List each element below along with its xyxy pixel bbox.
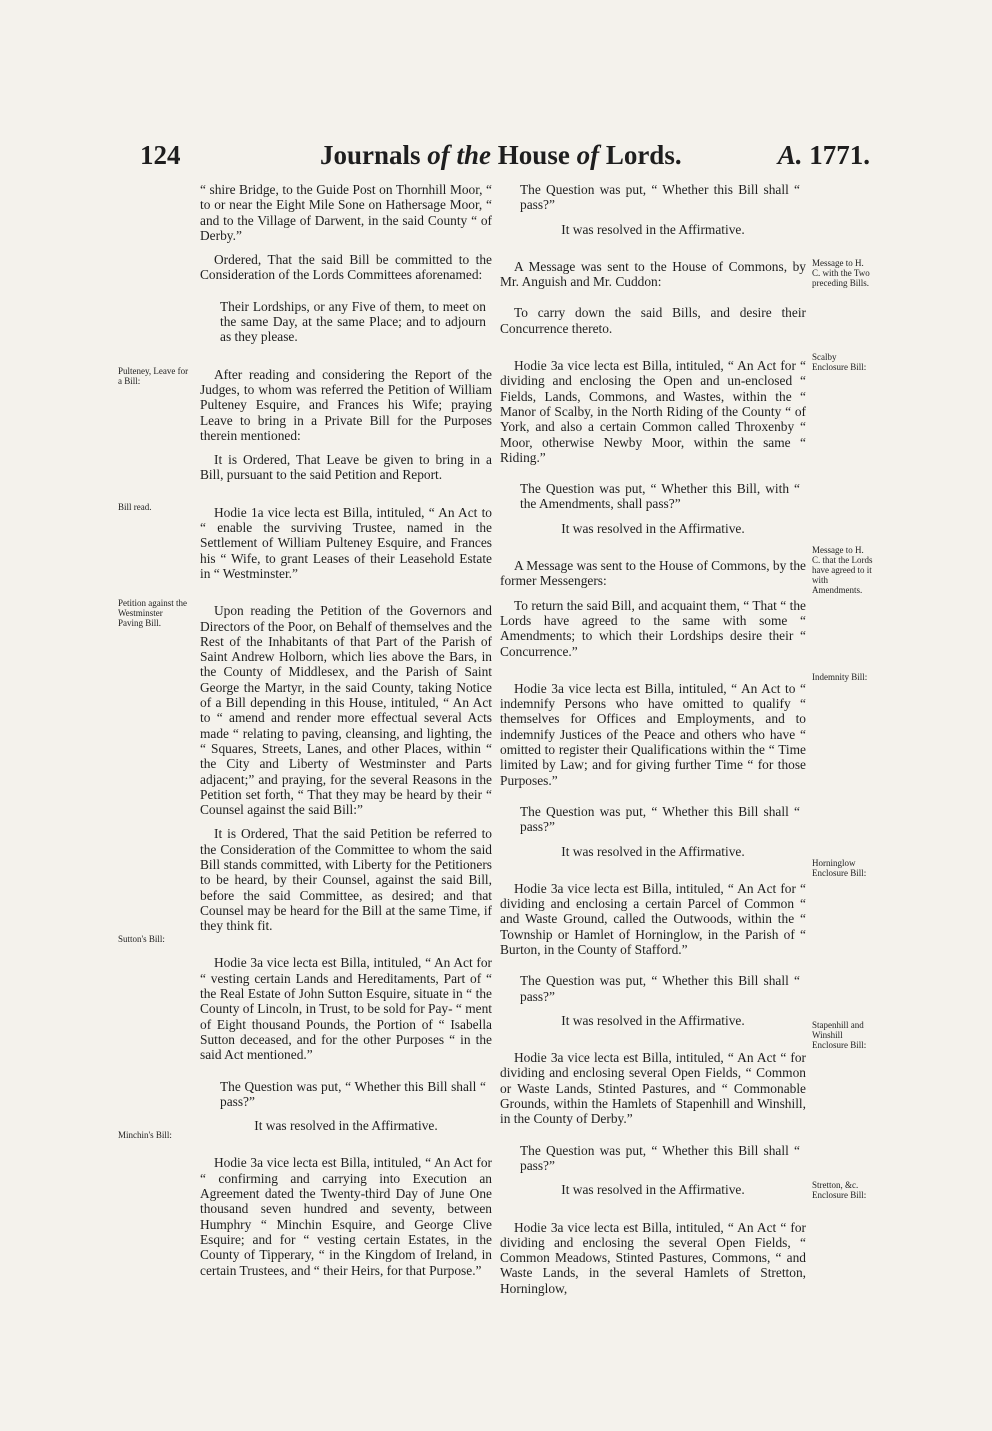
paragraph: Hodie 1a vice lecta est Billa, intituled, “ An Act to “ enable the surviving Trustee, named in the Settlement of William Pulteney Esquire, and Frances his “ Wife, to grant Leases of their Leasehold Estate in “ Westminster.” xyxy=(200,504,492,581)
paragraph: It was resolved in the Affirmative. xyxy=(254,1118,438,1134)
margin-note: Horninglow Enclosure Bill: xyxy=(812,858,867,878)
margin-note: Stapenhill and Winshill Enclosure Bill: xyxy=(812,1020,867,1050)
margin-note: Pulteney, Leave for a Bill: xyxy=(118,366,189,386)
paragraph: A Message was sent to the House of Commons, by Mr. Anguish and Mr. Cuddon: xyxy=(500,258,806,290)
title-word: the xyxy=(456,140,492,170)
paragraph: It was resolved in the Affirmative. xyxy=(561,1182,745,1198)
margin-note: Indemnity Bill: xyxy=(812,672,868,682)
paragraph: Hodie 3a vice lecta est Billa, intituled, “ An Act for “ dividing and enclosing the Open and un-enclosed “ Fields, Lands, Commons, and Wastes, within the “ Manor of Scalby, in the North Riding of the County “ of York, and also a certain Common called Throxenby “ Moor, otherwise Newby Moor, within the same “ Riding.” xyxy=(500,358,806,465)
paragraph: It was resolved in the Affirmative. xyxy=(561,520,745,536)
paragraph: Hodie 3a vice lecta est Billa, intituled, “ An Act for “ confirming and carrying into Execution an Agreement dated the Twenty-third Day of June One thousand seven hundred and seventy, between Humphry “ Minchin Esquire, and George Clive Esquire; and for “ vesting certain Estates, in the County of Tipperary, “ in the Kingdom of Ireland, in certain Trustees, and “ their Heirs, for that Purpose.” xyxy=(200,1155,492,1278)
paragraph: The Question was put, “ Whether this Bill shall “ pass?” xyxy=(520,182,800,213)
paragraph: It was resolved in the Affirmative. xyxy=(561,221,745,237)
paragraph: To return the said Bill, and acquaint them, “ That “ the Lords have agreed to the same with some “ Amendments; to which their Lordships desire their “ Concurrence.” xyxy=(500,597,806,659)
paragraph: Hodie 3a vice lecta est Billa, intituled, “ An Act to “ indemnify Persons who have omitted to qualify “ themselves for Offices and Employments, and to indemnify Justices of the Peace and others who have “ omitted to register their Qualifications within the “ Time limited by Law; and for giving further Time “ for those Purposes.” xyxy=(500,680,806,788)
paragraph: Hodie 3a vice lecta est Billa, intituled, “ An Act “ for dividing and enclosing the several Open Fields, “ Common Meadows, Stinted Pastures, Commons, “ and Waste Lands, in the several Hamlets of Stretton, Horninglow, xyxy=(500,1219,806,1296)
paragraph: To carry down the said Bills, and desire their Concurrence thereto. xyxy=(500,305,806,336)
margin-note: Message to H. C. with the Two preceding Bills. xyxy=(812,258,870,288)
paragraph: Hodie 3a vice lecta est Billa, intituled, “ An Act “ for dividing and enclosing several Open Fields, “ Common or Waste Lands, Stinted Pastures, and “ Commonable Grounds, within the Hamlets of Stapenhill and Winshill, in the County of Derby.” xyxy=(500,1050,806,1127)
paragraph: It was resolved in the Affirmative. xyxy=(561,1012,745,1028)
title-word: Lords. xyxy=(605,140,682,170)
margin-note: Sutton's Bill: xyxy=(118,934,165,944)
paragraph: A Message was sent to the House of Commons, by the former Messengers: xyxy=(500,558,806,589)
title-word: Journals xyxy=(320,140,421,170)
margin-note: Message to H. C. that the Lords have agreed to it with Amendments. xyxy=(812,545,873,595)
year-prefix: A. xyxy=(777,140,803,170)
paragraph: “ shire Bridge, to the Guide Post on Thornhill Moor, “ to or near the Eight Mile Sone on Hathersage Moor, “ and to the Village of Darwent, in the said County “ of Derby.” xyxy=(200,182,492,243)
title-word: House xyxy=(497,140,570,170)
paragraph: It is Ordered, That Leave be given to bring in a Bill, pursuant to the said Petition and Report. xyxy=(200,452,492,483)
margin-note: Minchin's Bill: xyxy=(118,1130,172,1140)
paragraph: Hodie 3a vice lecta est Billa, intituled, “ An Act for “ dividing and enclosing a certain Parcel of Common “ and Waste Ground, called the Outwoods, within the “ Township or Hamlet of Horninglow, in the Parish of “ Burton, in the County of Stafford.” xyxy=(500,880,806,957)
page-number: 124 xyxy=(140,140,181,170)
paragraph: After reading and considering the Report of the Judges, to whom was referred the Petition of William Pulteney Esquire, and Frances his Wife; praying Leave to bring in a Private Bill for the Purposes therein mentioned: xyxy=(200,366,492,443)
margin-note: Scalby Enclosure Bill: xyxy=(812,352,867,372)
paragraph: Their Lordships, or any Five of them, to meet on the same Day, at the same Place; and to adjourn as they please. xyxy=(220,298,486,345)
year-value: 1771. xyxy=(809,140,870,170)
margin-note: Stretton, &c. Enclosure Bill: xyxy=(812,1180,867,1200)
right-column xyxy=(500,182,806,1296)
running-header xyxy=(140,140,870,180)
paragraph: Upon reading the Petition of the Governors and Directors of the Poor, on Behalf of themselves and the Rest of the Inhabitants of that Part of the Parish of Saint Andrew Holborn, which lies above the Bars, in the County of Middlesex, and the Parish of Saint George the Martyr, in the said County, taking Notice of a Bill depending in this House, intituled, “ An Act to “ amend and render more effectual several Acts made “ relating to paving, cleansing, and lighting, the “ Squares, Streets, Lanes, and other Places, within “ the City and Liberty of Westminster and Parts adjacent;” and praying, for the several Reasons in the Petition set forth, “ That they may be heard by their “ Counsel against the said Bill:” xyxy=(200,603,492,818)
paragraph: The Question was put, “ Whether this Bill, with “ the Amendments, shall pass?” xyxy=(520,481,800,512)
paragraph: The Question was put, “ Whether this Bill shall “ pass?” xyxy=(520,1142,800,1173)
margin-note: Bill read. xyxy=(118,502,152,512)
paragraph: The Question was put, “ Whether this Bill shall “ pass?” xyxy=(220,1078,486,1109)
left-column xyxy=(200,182,492,1278)
paragraph: Hodie 3a vice lecta est Billa, intituled, “ An Act for “ vesting certain Lands and Hereditaments, Part of “ the Real Estate of John Sutton Esquire, situate in “ the County of Lincoln, in Trust, to be sold for Pay- “ ment of Eight thousand Pounds, the Portion of “ Isabella Sutton deceased, and for the other Purposes “ in the said Act mentioned.” xyxy=(200,955,492,1063)
title-word: of xyxy=(427,140,450,170)
paragraph: The Question was put, “ Whether this Bill shall “ pass?” xyxy=(520,803,800,835)
title-word: of xyxy=(576,140,600,170)
journal-title xyxy=(320,140,682,171)
paragraph: The Question was put, “ Whether this Bill shall “ pass?” xyxy=(520,973,800,1004)
year xyxy=(778,140,870,171)
paragraph: Ordered, That the said Bill be committed to the Consideration of the Lords Committees aforenamed: xyxy=(200,252,492,283)
paragraph: It is Ordered, That the said Petition be referred to the Consideration of the Committee to whom the said Bill stands committed, with Liberty for the Petitioners to be heard, by their Counsel, against the said Bill, before the said Committee, as desired; and that Counsel may be heard for the Bill at the same Time, if they think fit. xyxy=(200,826,492,934)
paragraph: It was resolved in the Affirmative. xyxy=(561,843,745,859)
margin-note: Petition against the Westminster Paving Bill. xyxy=(118,598,187,628)
